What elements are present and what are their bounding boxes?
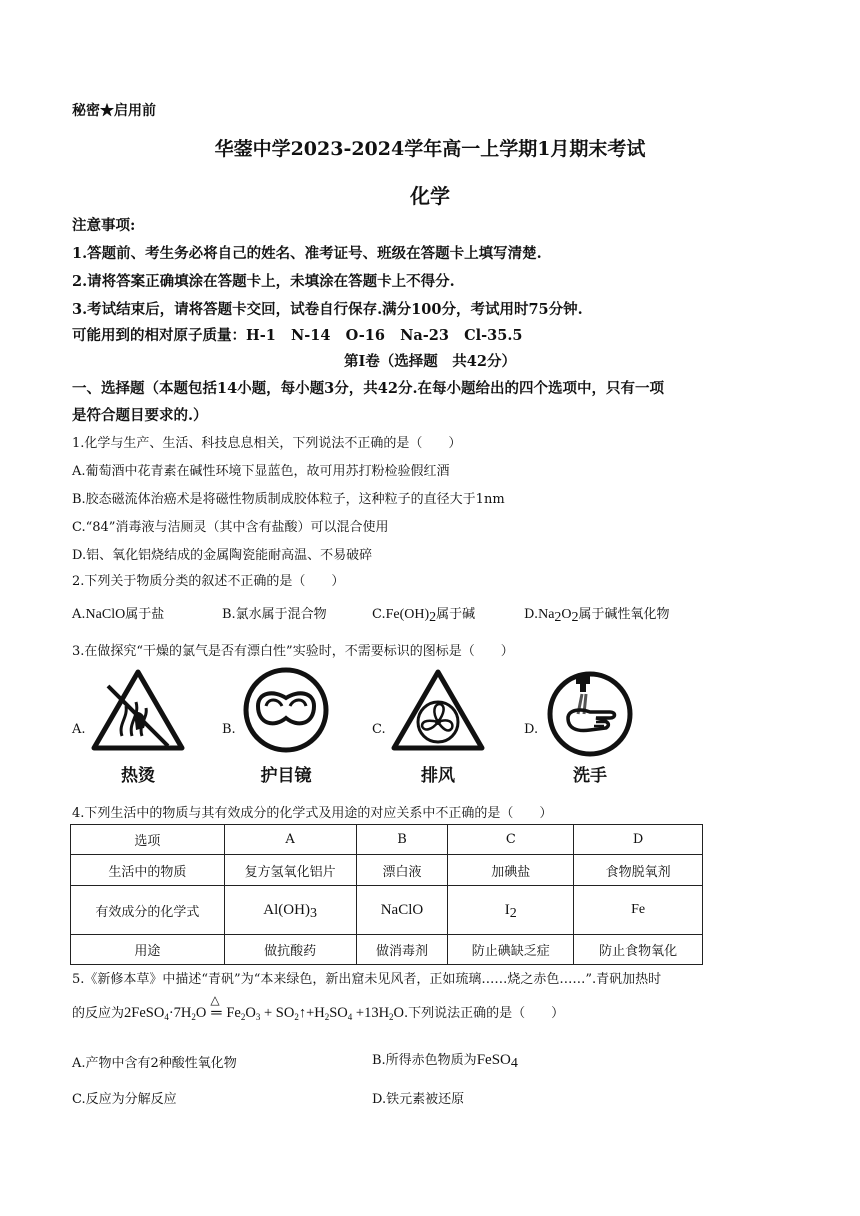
table-cell: 防止碘缺乏症	[448, 935, 574, 965]
q3-option-a-letter: A.	[72, 722, 86, 737]
q4-table	[70, 824, 703, 965]
q2-d-text: 属于碱性氧化物	[578, 607, 670, 622]
table-cell: 用途	[71, 935, 225, 965]
q5-option-b	[372, 1049, 518, 1069]
table-cell: 有效成分的化学式	[71, 886, 225, 935]
q2-option-a	[72, 603, 164, 623]
q2-d-letter: D.	[524, 607, 539, 622]
mass-n: N-14	[290, 327, 331, 344]
q1-option-b: B.胶态磁流体治癌术是将磁性物质制成胶体粒子，这种粒子的直径大于1nm	[72, 492, 505, 507]
atomic-masses-label: 可能用到的相对原子质量：	[72, 327, 246, 344]
q5-b-formula: FeSO	[476, 1052, 511, 1068]
table-cell-formula	[356, 886, 448, 935]
formula-a-subscript: 3	[309, 905, 317, 921]
part1-instructions-line2: 是符合题目要求的.）	[72, 407, 208, 424]
q3-option-a-caption: 热烫	[121, 766, 155, 786]
q5-b-subscript: 4	[510, 1056, 518, 1071]
q3-option-c-caption: 排风	[421, 766, 455, 786]
mass-h: H-1	[246, 327, 276, 344]
q3-option-d	[540, 666, 640, 786]
q5-reaction-equation: $2FeSO_4\cdot 7H_2O$ △ ═ $Fe_2O_3$ + $SO_2↑+H_2SO_4 +13H_2O$	[124, 993, 405, 1022]
table-row	[71, 886, 703, 935]
q2-option-b: B.氯水属于混合物	[222, 607, 327, 622]
q3-option-b	[236, 666, 336, 786]
table-cell: 做消毒剂	[356, 935, 448, 965]
table-cell-formula	[448, 886, 574, 935]
table-cell: 生活中的物质	[71, 855, 225, 886]
q5-stem-suffix: .下列说法正确的是（ ）	[404, 1006, 565, 1021]
table-cell: 漂白液	[356, 855, 448, 886]
note-item-3: 3.考试结束后，请将答题卡交回，试卷自行保存.满分100分，考试用时75分钟.	[72, 301, 583, 318]
part1-instructions-line1: 一、选择题（本题包括14小题，每小题3分，共42分.在每小题给出的四个选项中，只有一项	[72, 380, 664, 397]
q3-stem: 3.在做探究“干燥的氯气是否有漂白性”实验时，不需要标识的图标是（ ）	[72, 644, 514, 659]
table-header-cell: A	[224, 825, 356, 855]
table-header-cell: 选项	[71, 825, 225, 855]
q4-stem: 4.下列生活中的物质与其有效成分的化学式及用途的对应关系中不正确的是（ ）	[72, 806, 553, 821]
q5-option-a: A.产物中含有2种酸性氧化物	[72, 1056, 237, 1071]
volume-heading: 第Ⅰ卷（选择题 共42分）	[344, 353, 516, 370]
formula-b: NaClO	[380, 901, 424, 918]
table-cell: 复方氢氧化铝片	[224, 855, 356, 886]
q5-stem-line2	[72, 993, 565, 1022]
q1-stem: 1.化学与生产、生活、科技息息相关，下列说法不正确的是（ ）	[72, 436, 462, 451]
mass-cl: Cl-35.5	[464, 327, 523, 344]
q3-option-c	[388, 666, 488, 786]
q3-option-d-caption: 洗手	[573, 766, 607, 786]
q2-stem: 2.下列关于物质分类的叙述不正确的是（ ）	[72, 574, 345, 589]
q2-c-formula: Fe(OH)	[385, 607, 430, 622]
hand-wash-icon	[540, 666, 640, 762]
formula-d: Fe	[631, 902, 646, 917]
q2-d-formula-na: Na	[538, 607, 555, 622]
table-cell-formula	[574, 886, 703, 935]
q2-a-formula: NaClO	[85, 607, 126, 622]
q3-option-b-letter: B.	[222, 722, 236, 737]
goggles-icon	[236, 666, 336, 762]
table-row	[71, 935, 703, 965]
table-cell-formula	[224, 886, 356, 935]
hot-surface-icon	[88, 666, 188, 762]
atomic-masses-line	[72, 324, 523, 345]
q2-a-letter: A.	[72, 607, 86, 622]
table-header-cell: B	[356, 825, 448, 855]
subject-title: 化学	[410, 184, 450, 208]
q3-option-a	[88, 666, 188, 786]
confidential-mark: 秘密★启用前	[72, 103, 156, 119]
q2-c-letter: C.	[372, 607, 386, 622]
q2-option-d	[524, 603, 670, 623]
formula-c: I	[504, 901, 510, 918]
formula-c-subscript: 2	[509, 905, 517, 921]
table-header-cell: D	[574, 825, 703, 855]
q5-stem-line1: 5.《新修本草》中描述“青矾”为“本来绿色，新出窟未见风者，正如琉璃……烧之赤色……”.青矾加热时	[72, 972, 662, 987]
table-row	[71, 825, 703, 855]
q1-option-d: D.铝、氧化铝烧结成的金属陶瓷能耐高温、不易破碎	[72, 548, 373, 563]
q2-a-text: 属于盐	[125, 607, 165, 622]
mass-na: Na-23	[400, 327, 449, 344]
mass-o: O-16	[345, 327, 385, 344]
q2-option-c	[372, 603, 475, 623]
q2-c-subscript: 2	[429, 610, 437, 625]
exhaust-fan-icon	[388, 666, 488, 762]
table-cell: 加碘盐	[448, 855, 574, 886]
q5-stem-prefix: 的反应为	[72, 1006, 125, 1021]
q2-d-formula-o: O	[561, 607, 572, 622]
exam-title: 华蓥中学2023-2024学年高一上学期1月期末考试	[214, 138, 646, 160]
q5-b-text: B.所得赤色物质为	[372, 1053, 477, 1068]
table-cell: 防止食物氧化	[574, 935, 703, 965]
formula-a: Al(OH)	[263, 901, 310, 918]
notes-heading: 注意事项:	[72, 217, 136, 234]
q2-c-text: 属于碱	[436, 607, 476, 622]
table-header-cell: C	[448, 825, 574, 855]
q3-option-c-letter: C.	[372, 722, 386, 737]
q5-option-c: C.反应为分解反应	[72, 1092, 177, 1107]
q1-option-a: A.葡萄酒中花青素在碱性环境下显蓝色，故可用苏打粉检验假红酒	[72, 464, 450, 479]
q3-option-b-caption: 护目镜	[260, 766, 312, 786]
table-row	[71, 855, 703, 886]
q2-d-subscript-1: 2	[554, 610, 562, 625]
note-item-1: 1.答题前、考生务必将自己的姓名、准考证号、班级在答题卡上填写清楚.	[72, 245, 542, 262]
table-cell: 食物脱氧剂	[574, 855, 703, 886]
q1-option-c: C.“84”消毒液与洁厕灵（其中含有盐酸）可以混合使用	[72, 520, 389, 535]
q5-option-d: D.铁元素被还原	[372, 1092, 465, 1107]
note-item-2: 2.请将答案正确填涂在答题卡上，未填涂在答题卡上不得分.	[72, 273, 455, 290]
q3-option-d-letter: D.	[524, 722, 539, 737]
q2-d-subscript-2: 2	[571, 610, 579, 625]
table-cell: 做抗酸药	[224, 935, 356, 965]
